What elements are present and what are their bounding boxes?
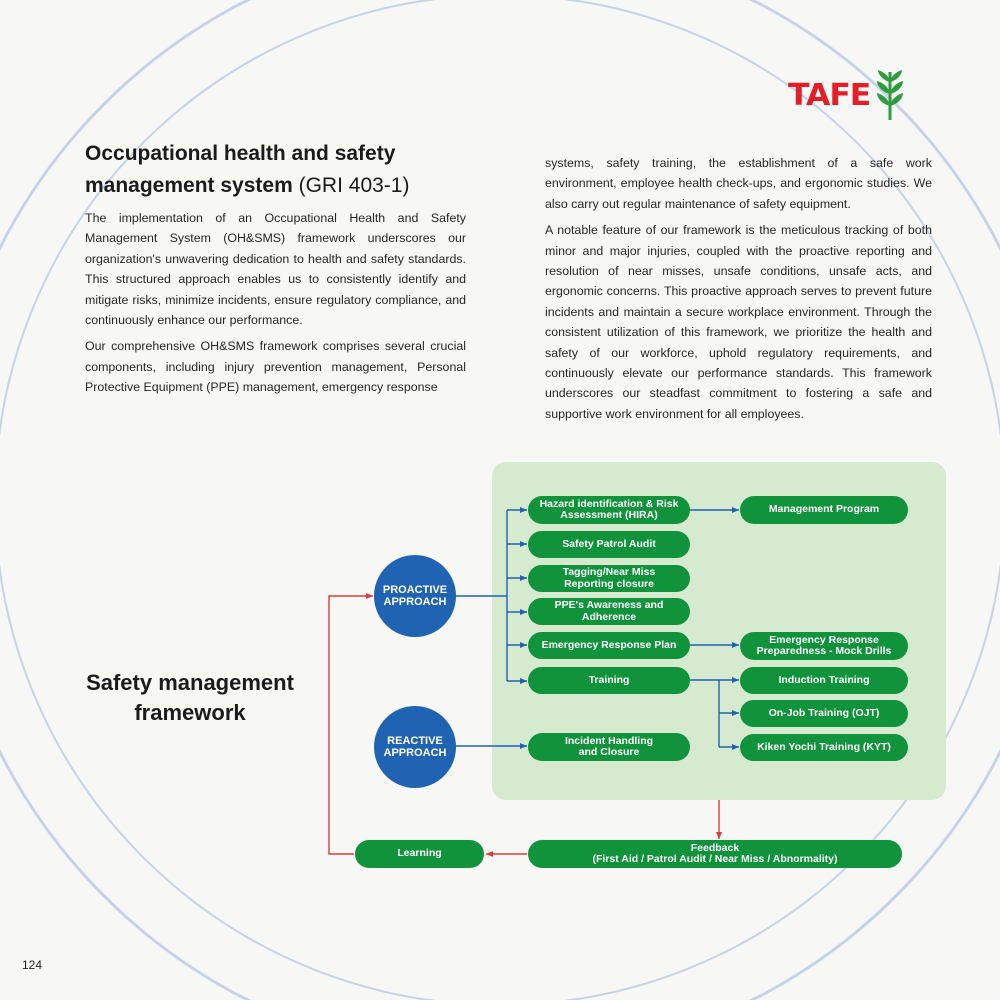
- safety-patrol-audit-node: Safety Patrol Audit: [528, 531, 690, 558]
- ojt-node: On-Job Training (OJT): [740, 700, 908, 727]
- hira-line-1: Hazard identification & Risk: [539, 497, 679, 510]
- proactive-line-2: APPROACH: [383, 596, 447, 608]
- ppe-line-2: Adherence: [581, 610, 637, 623]
- page-number: 124: [22, 958, 43, 972]
- kyt-node: Kiken Yochi Training (KYT): [740, 734, 908, 761]
- hira-line-2: Assessment (HIRA): [560, 509, 658, 521]
- feedback-node: [528, 840, 902, 868]
- gri-reference: (GRI 403-1): [298, 174, 410, 197]
- incident-line-2: and Closure: [578, 746, 640, 758]
- ppe-awareness-node: [528, 598, 690, 625]
- reactive-approach-node: [374, 706, 456, 788]
- ppe-line-1: PPE's Awareness and: [554, 599, 664, 611]
- induction-training-node: Induction Training: [740, 667, 908, 694]
- right-paragraph-2: A notable feature of our framework is the meticulous tracking of both minor and major injuries, coupled with the proactive reporting and resolution of near misses, unsafe conditions, unsafe acts, and ergonomic concerns. This proactive approach serves to prevent future incidents and maintain a secure workplace environment. Through the consistent utilization of this framework, we prioritize the health and safety of our workforce, uphold regulatory requirements, and continuously elevate our performance standards. This framework underscores our steadfast commitment to fostering a safe and supportive work environment for all employees.: [545, 223, 932, 421]
- mock-drills-line-2: Preparedness - Mock Drills: [756, 645, 892, 657]
- diagram-title-line-1: Safety management: [86, 670, 294, 695]
- feedback-line-2: (First Aid / Patrol Audit / Near Miss / Abnormality): [592, 853, 838, 865]
- mock-drills-line-1: Emergency Response: [769, 633, 879, 646]
- proactive-approach-node: [374, 555, 456, 637]
- learning-node: Learning: [355, 840, 484, 868]
- logo-wordmark: TAFE: [788, 77, 871, 113]
- tagging-near-miss-node: [528, 565, 690, 592]
- feedback-line-1: Feedback: [690, 841, 740, 854]
- reactive-line-2: APPROACH: [383, 747, 447, 759]
- diagram-title: [60, 668, 320, 728]
- heading-line-2-text: management system: [85, 174, 293, 197]
- reactive-line-1: REACTIVE: [387, 735, 443, 747]
- right-paragraph-1: systems, safety training, the establishment of a safe work environment, employee health check-ups, and ergonomic studies. We also carry out regular maintenance of safety equipment.: [545, 156, 932, 211]
- emergency-response-plan-node: Emergency Response Plan: [528, 632, 690, 659]
- tagging-line-2: Reporting closure: [564, 577, 654, 590]
- proactive-line-1: PROACTIVE: [382, 584, 448, 596]
- left-paragraph-1: The implementation of an Occupational Health and Safety Management System (OH&SMS) framework underscores our organization's unwavering dedication to health and safety standards. This structured approach enables us to consistently identify and mitigate risks, minimize incidents, ensure regulatory compliance, and continuously enhance our performance.: [85, 211, 466, 328]
- tagging-line-1: Tagging/Near Miss: [562, 566, 656, 578]
- hira-node: [528, 496, 690, 524]
- mock-drills-node: [740, 632, 908, 660]
- incident-line-1: Incident Handling: [564, 734, 654, 747]
- incident-handling-node: [528, 733, 690, 761]
- management-program-node: Management Program: [740, 496, 908, 524]
- heading-line-1: Occupational health and safety: [85, 142, 396, 165]
- diagram-title-line-2: framework: [134, 700, 246, 725]
- left-paragraph-2: Our comprehensive OH&SMS framework comprises several crucial components, including injury prevention management, Personal Protective Equipment (PPE) management, emergency response: [85, 339, 466, 395]
- training-node: Training: [528, 667, 690, 694]
